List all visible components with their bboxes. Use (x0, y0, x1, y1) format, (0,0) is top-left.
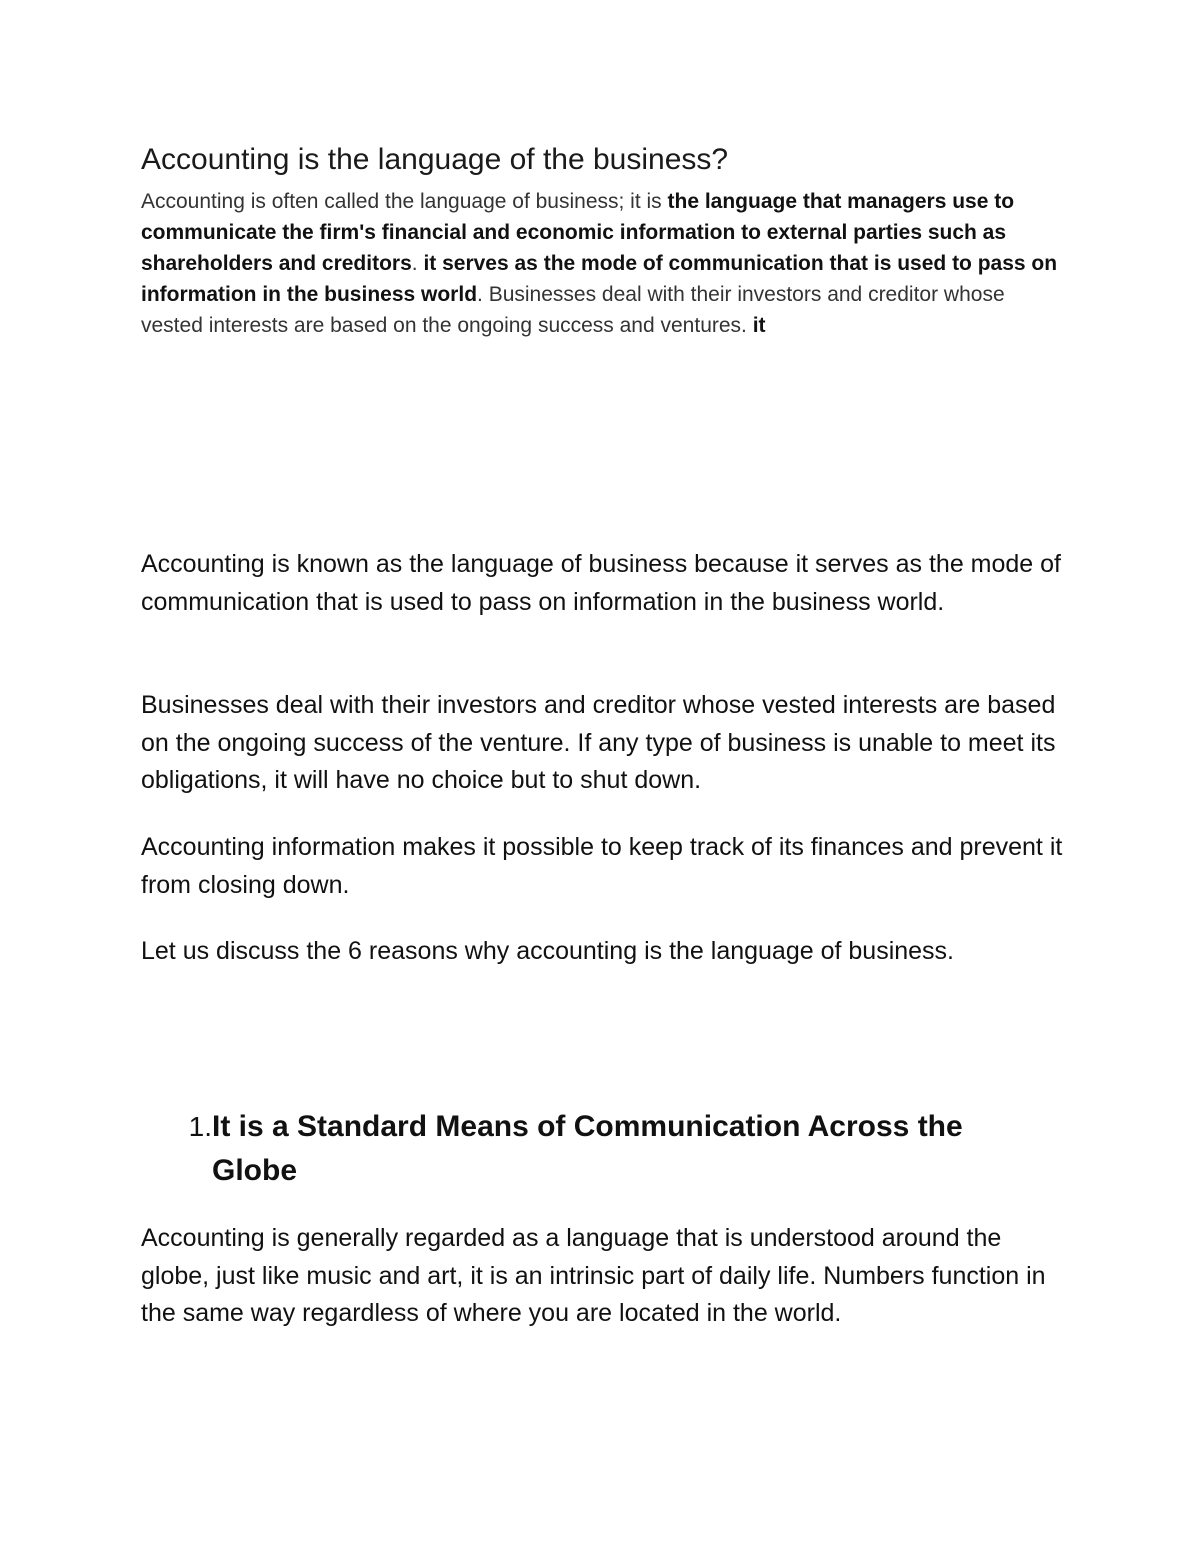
intro-paragraph (141, 186, 1071, 341)
section-1-heading (141, 1105, 1071, 1193)
document-content (141, 140, 1071, 1327)
paragraph-language-of-business: Accounting is known as the language of business because it serves as the mode of communication that is used to pass on information in the business world. (141, 550, 1062, 616)
intro-text-1: Accounting is often called the language of business; it is (141, 190, 668, 213)
intro-bold-1: the language that managers use to communicate the firm's financial and economic information to external parties such as shareholders and creditors (141, 190, 1015, 275)
paragraph-investors-creditors: Businesses deal with their investors and creditor whose vested interests are based on the ongoing success of the venture. If any type of business is unable to meet its obligations, it will have no choice but to shut down. (141, 691, 1056, 794)
intro-text-3: . Businesses deal with their investors and creditor whose vested interests are based on the ongoing success and ventures. (141, 283, 1005, 337)
intro-bold-3: it (752, 314, 766, 337)
document-title: Accounting is the language of the business? (141, 143, 729, 176)
paragraph-track-finances: Accounting information makes it possible to keep track of its finances and prevent it from closing down. (141, 833, 1063, 899)
section-1-title: It is a Standard Means of Communication Across the Globe (212, 1110, 963, 1187)
intro-bold-2: it serves as the mode of communication that is used to pass on information in the business world (141, 252, 1058, 306)
intro-text-2: . (411, 252, 424, 275)
paragraph-six-reasons: Let us discuss the 6 reasons why accounting is the language of business. (141, 937, 955, 965)
section-1-paragraph: Accounting is generally regarded as a language that is understood around the globe, just like music and art, it is an intrinsic part of daily life. Numbers function in the same way regardless of where you are located in the world. (141, 1224, 1046, 1327)
section-1-number: 1. (188, 1111, 212, 1142)
